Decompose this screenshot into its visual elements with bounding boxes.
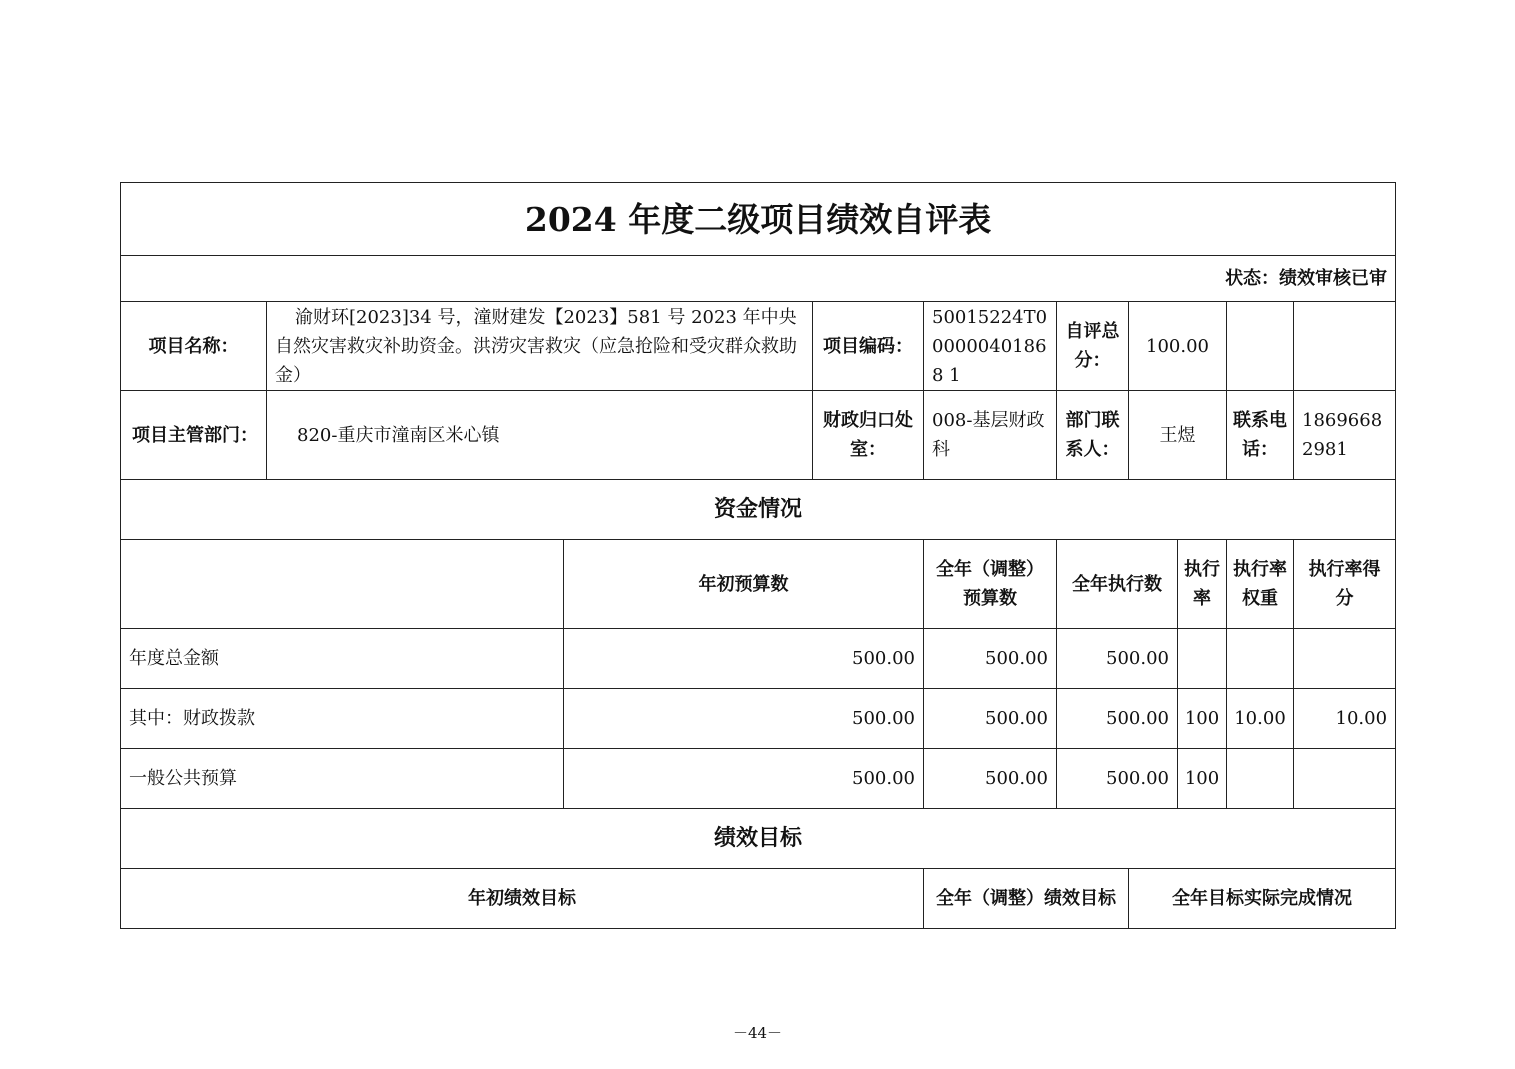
col-adjusted-goals: 全年（调整）绩效目标 <box>924 869 1129 929</box>
phone-value: 18696682981 <box>1294 391 1396 480</box>
funds-section-title: 资金情况 <box>121 480 1396 540</box>
cell-score <box>1294 629 1396 689</box>
col-exec-score: 执行率得分 <box>1294 540 1396 629</box>
empty-cell <box>1294 302 1396 391</box>
self-score-label: 自评总分： <box>1057 302 1129 391</box>
cell-executed: 500.00 <box>1057 749 1178 809</box>
row-label: 年度总金额 <box>121 629 564 689</box>
col-exec-weight: 执行率权重 <box>1227 540 1294 629</box>
dept-value: 820-重庆市潼南区米心镇 <box>267 391 813 480</box>
cell-initial: 500.00 <box>564 629 924 689</box>
cell-initial: 500.00 <box>564 749 924 809</box>
row-label: 其中：财政拨款 <box>121 689 564 749</box>
cell-weight <box>1227 749 1294 809</box>
contact-value: 王煜 <box>1129 391 1227 480</box>
project-name-label: 项目名称： <box>121 302 267 391</box>
table-row <box>121 749 1396 809</box>
project-code-label: 项目编码： <box>813 302 924 391</box>
col-initial-budget: 年初预算数 <box>564 540 924 629</box>
contact-label: 部门联系人： <box>1057 391 1129 480</box>
self-score-value: 100.00 <box>1129 302 1227 391</box>
cell-executed: 500.00 <box>1057 689 1178 749</box>
table-row <box>121 629 1396 689</box>
cell-adjusted: 500.00 <box>924 629 1057 689</box>
cell-adjusted: 500.00 <box>924 689 1057 749</box>
empty-cell <box>1227 302 1294 391</box>
page-title: 2024 年度二级项目绩效自评表 <box>121 183 1396 256</box>
table-row <box>121 689 1396 749</box>
page-number: －44－ <box>732 1024 783 1042</box>
cell-rate: 100 <box>1178 689 1227 749</box>
dept-label: 项目主管部门： <box>121 391 267 480</box>
cell-initial: 500.00 <box>564 689 924 749</box>
cell-score <box>1294 749 1396 809</box>
cell-score: 10.00 <box>1294 689 1396 749</box>
cell-rate <box>1178 629 1227 689</box>
status-text: 状态：绩效审核已审 <box>121 256 1396 302</box>
project-code-value: 50015224T000000401868 1 <box>924 302 1057 391</box>
cell-rate: 100 <box>1178 749 1227 809</box>
col-executed: 全年执行数 <box>1057 540 1178 629</box>
cell-weight: 10.00 <box>1227 689 1294 749</box>
col-adjusted-budget: 全年（调整）预算数 <box>924 540 1057 629</box>
performance-evaluation-table <box>120 182 1396 929</box>
cell-adjusted: 500.00 <box>924 749 1057 809</box>
cell-weight <box>1227 629 1294 689</box>
goals-section-title: 绩效目标 <box>121 809 1396 869</box>
col-initial-goals: 年初绩效目标 <box>121 869 924 929</box>
funds-header-blank <box>121 540 564 629</box>
finance-office-value: 008-基层财政科 <box>924 391 1057 480</box>
col-actual-completion: 全年目标实际完成情况 <box>1129 869 1396 929</box>
col-exec-rate: 执行率 <box>1178 540 1227 629</box>
finance-office-label: 财政归口处室： <box>813 391 924 480</box>
row-label: 一般公共预算 <box>121 749 564 809</box>
phone-label: 联系电话： <box>1227 391 1294 480</box>
project-name-value: 渝财环[2023]34 号，潼财建发【2023】581 号 2023 年中央自然灾害救灾补助资金。洪涝灾害救灾（应急抢险和受灾群众救助金） <box>267 302 813 391</box>
cell-executed: 500.00 <box>1057 629 1178 689</box>
